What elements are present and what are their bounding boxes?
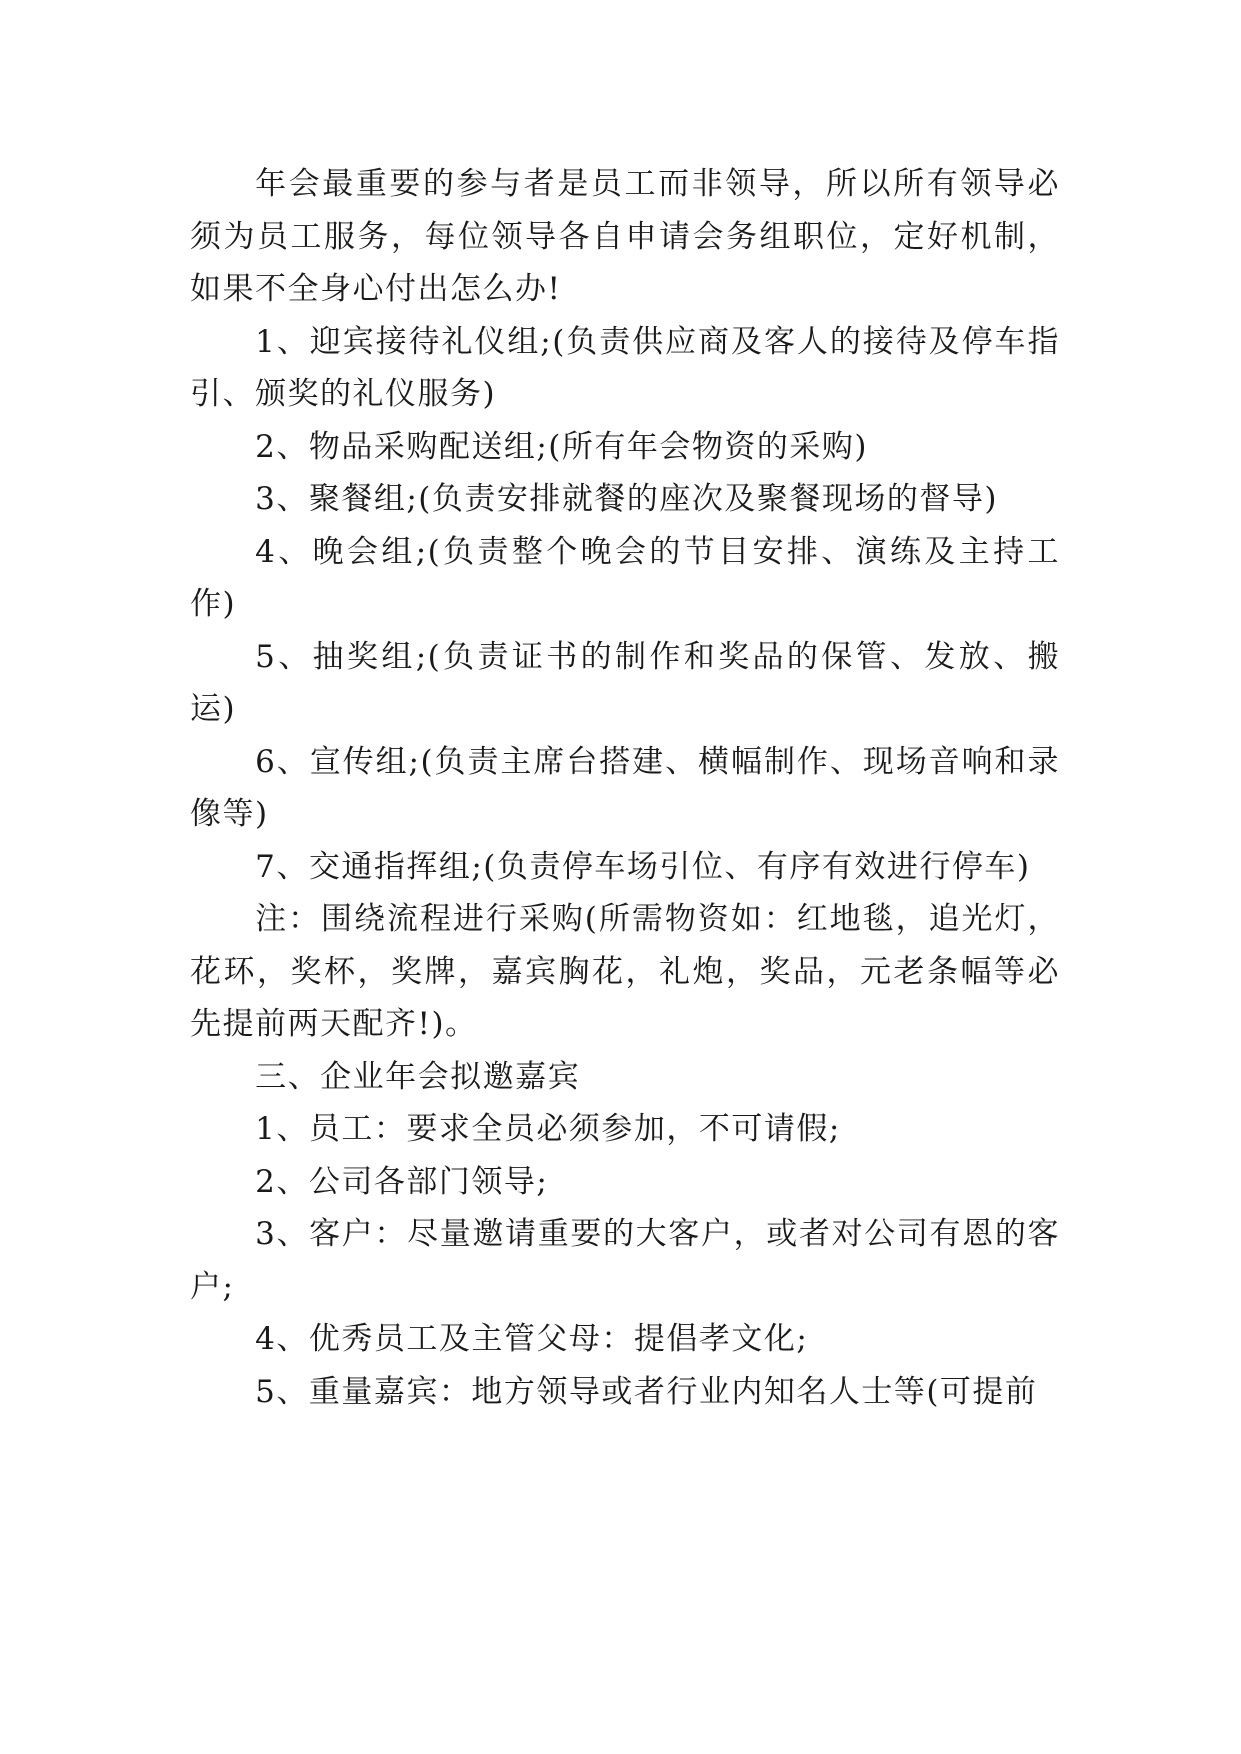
paragraph-group-2: 2、物品采购配送组;(所有年会物资的采购): [255, 428, 868, 465]
paragraph-intro: 年会最重要的参与者是员工而非领导，所以所有领导必须为员工服务，每位领导各自申请会务组职位，定好机制，如果不全身心付出怎么办!: [190, 166, 1060, 307]
paragraph-guest-5: 5、重量嘉宾：地方领导或者行业内知名人士等(可提前: [255, 1373, 1038, 1410]
paragraph-guest-2: 2、公司各部门领导;: [255, 1163, 549, 1200]
paragraph-group-7: 7、交通指挥组;(负责停车场引位、有序有效进行停车): [255, 848, 1031, 885]
paragraph-guest-3: 3、客户：尽量邀请重要的大客户，或者对公司有恩的客户;: [190, 1216, 1060, 1305]
paragraph-guest-4: 4、优秀员工及主管父母：提倡孝文化;: [255, 1321, 809, 1357]
document-body: [190, 158, 1060, 1418]
paragraph-group-1: 1、迎宾接待礼仪组;(负责供应商及客人的接待及停车指引、颁奖的礼仪服务): [190, 323, 1060, 412]
paragraph-note: 注：围绕流程进行采购(所需物资如：红地毯，追光灯，花环，奖杯，奖牌，嘉宾胸花，礼炮，奖品，元老条幅等必先提前两天配齐!)。: [190, 901, 1060, 1042]
paragraph-group-3: 3、聚餐组;(负责安排就餐的座次及聚餐现场的督导): [255, 481, 998, 517]
section-heading-guests: 三、企业年会拟邀嘉宾: [255, 1058, 581, 1095]
paragraph-group-6: 6、宣传组;(负责主席台搭建、横幅制作、现场音响和录像等): [190, 743, 1060, 832]
paragraph-group-4: 4、晚会组;(负责整个晚会的节目安排、演练及主持工作): [190, 533, 1060, 622]
paragraph-guest-1: 1、员工：要求全员必须参加，不可请假;: [255, 1111, 841, 1147]
paragraph-group-5: 5、抽奖组;(负责证书的制作和奖品的保管、发放、搬运): [190, 638, 1060, 727]
